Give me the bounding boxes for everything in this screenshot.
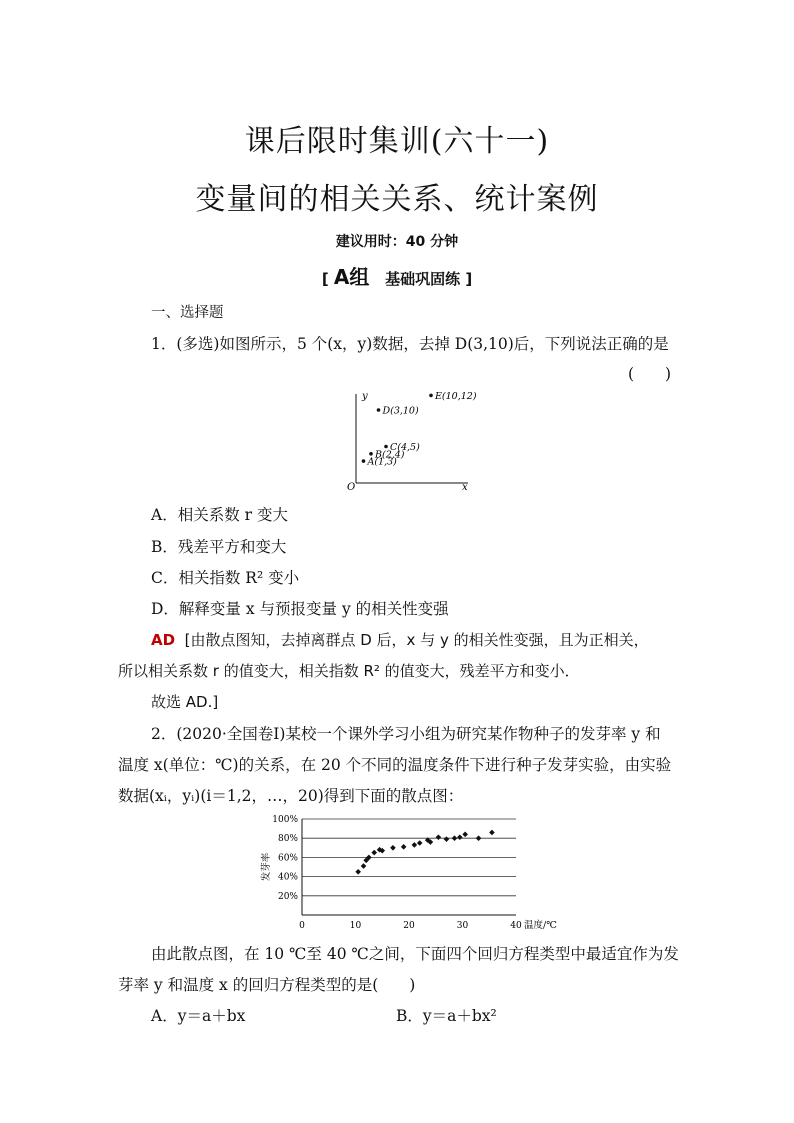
q1-explanation-3: 故选 AD.] [151, 693, 219, 711]
q1-origin-label: O [347, 482, 356, 493]
chart-y-tick-label-1: 40% [277, 872, 298, 883]
group-bracket-close: ] [465, 270, 473, 288]
q2-stem-1: 2．(2020·全国卷Ⅰ)某校一个课外学习小组为研究某作物种子的发芽率 y 和 [151, 725, 661, 743]
chart-point-19 [489, 830, 495, 836]
q1-option-c: C．相关指数 R² 变小 [151, 569, 300, 587]
q1-explanation-1: [由散点图知，去掉离群点 D 后，x 与 y 的相关性变强，且为正相关， [184, 631, 649, 649]
group-letter: A组 [333, 265, 370, 289]
chart-point-18 [476, 835, 482, 841]
chart-y-tick-label-0: 20% [277, 891, 298, 902]
document-subtitle: 变量间的相关关系、统计案例 [195, 182, 599, 217]
q1-option-b: B．残差平方和变大 [151, 538, 287, 556]
q1-answer: AD [151, 631, 176, 649]
chart-point-0 [355, 869, 361, 875]
chart-point-16 [457, 834, 463, 840]
chart-point-17 [462, 832, 468, 838]
chart-grid [302, 819, 516, 915]
q1-explanation-2: 所以相关系数 r 的值变大，相关指数 R² 的值变大，残差平方和变小． [118, 662, 580, 680]
chart-point-1 [361, 863, 367, 869]
q1-points [362, 391, 477, 468]
chart-y-axis-label: 发芽率 [261, 852, 272, 882]
chart-y-tick-label-2: 60% [277, 853, 298, 864]
chart-x-tick-label-4: 40 [510, 921, 522, 931]
chart-point-4 [371, 850, 377, 856]
q2-option-b: B．y＝a＋bx² [396, 1007, 497, 1025]
group-heading [0, 261, 794, 290]
germination-scatter-chart [258, 812, 568, 932]
chart-y-tick-label-3: 80% [277, 834, 298, 845]
chart-x-tick-label-2: 20 [403, 921, 415, 931]
q1-point-2 [384, 445, 388, 449]
q1-point-4 [429, 394, 433, 398]
q2-after-2: 芽率 y 和温度 x 的回归方程类型的是( ) [118, 976, 416, 994]
chart-point-7 [390, 845, 396, 851]
chart-point-9 [412, 842, 418, 848]
q1-answer-paren: ( ) [628, 365, 672, 383]
document-title: 课后限时集训(六十一) [244, 124, 550, 159]
q2-after-1: 由此散点图，在 10 ℃至 40 ℃之间，下面四个回归方程类型中最适宜作为发 [151, 945, 679, 963]
chart-points [355, 830, 494, 875]
q1-point-label-3: D(3,10) [382, 405, 419, 417]
q1-stem: 1．(多选)如图所示，5 个(x，y)数据，去掉 D(3,10)后，下列说法正确的是 [151, 335, 669, 353]
chart-point-14 [444, 836, 450, 842]
q1-y-axis-label: y [362, 391, 368, 402]
q1-answer-line [151, 629, 649, 650]
q1-option-d: D．解释变量 x 与预报变量 y 的相关性变强 [151, 600, 449, 618]
q1-point-label-2: C(4,5) [390, 442, 420, 453]
q1-point-3 [377, 408, 381, 412]
chart-point-13 [436, 834, 442, 840]
chart-x-tick-label-1: 10 [349, 921, 362, 931]
chart-y-tick-label-4: 100% [272, 815, 298, 825]
q1-point-1 [369, 452, 373, 456]
q1-scatter-figure [340, 388, 480, 493]
section-heading: 一、选择题 [151, 305, 224, 321]
q1-option-a: A．相关系数 r 变大 [151, 506, 288, 524]
chart-point-10 [417, 840, 423, 846]
q2-stem-3: 数据(xᵢ，yᵢ)(i＝1,2，…，20)得到下面的散点图： [118, 787, 464, 805]
q1-point-label-0: A(1,3) [367, 456, 397, 468]
q2-stem-2: 温度 x(单位：℃)的关系，在 20 个不同的温度条件下进行种子发芽实验，由实验 [118, 756, 672, 774]
q1-point-label-4: E(10,12) [435, 390, 477, 402]
q2-option-a: A．y＝a＋bx [151, 1007, 246, 1025]
chart-x-axis-label: 温度/℃ [524, 920, 557, 931]
chart-x-tick-label-0: 0 [299, 921, 305, 931]
chart-y-ticks [272, 815, 298, 902]
q1-point-label-1: B(2,4) [375, 449, 405, 461]
q1-point-0 [362, 459, 366, 463]
chart-x-tick-label-3: 30 [456, 921, 469, 931]
suggested-time: 建议用时：40 分钟 [335, 234, 459, 250]
group-name: 基础巩固练 [385, 270, 461, 288]
chart-x-ticks [299, 921, 522, 931]
chart-point-15 [452, 835, 458, 841]
q1-x-axis-label: x [462, 482, 468, 493]
chart-point-8 [401, 844, 407, 850]
group-bracket-open: [ [321, 270, 329, 288]
